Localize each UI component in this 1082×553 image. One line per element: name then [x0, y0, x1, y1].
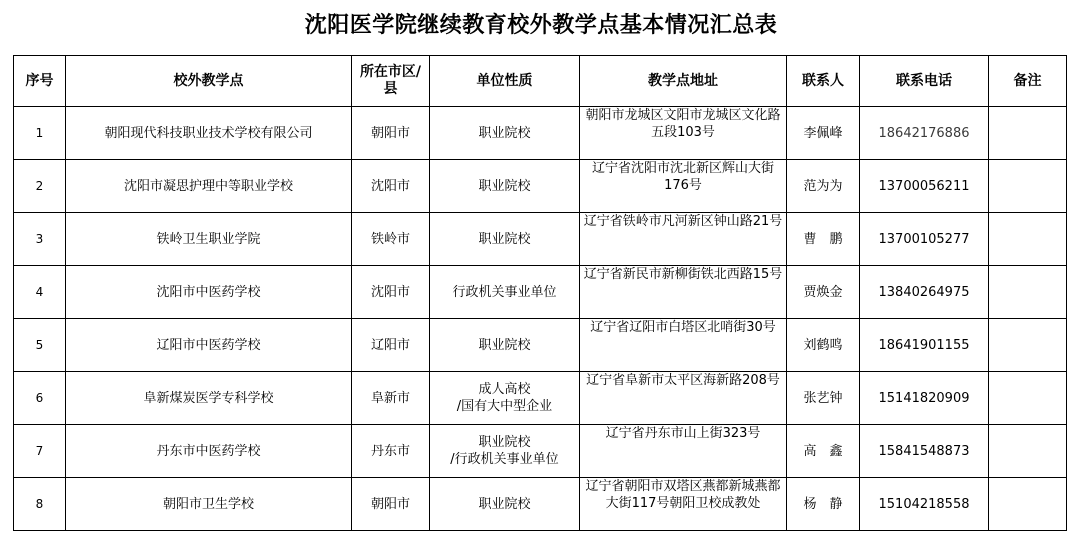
- row-phone: 15841548873: [860, 425, 989, 478]
- row-site: 丹东市中医药学校: [66, 425, 352, 478]
- row-phone: 18641901155: [860, 319, 989, 372]
- row-seq: 1: [14, 107, 66, 160]
- row-remark: [989, 107, 1067, 160]
- row-nature-line1: 职业院校: [478, 125, 531, 141]
- row-phone: 18642176886: [860, 107, 989, 160]
- row-city: 铁岭市: [352, 213, 430, 266]
- row-nature: [430, 213, 580, 266]
- row-phone: 13700056211: [860, 160, 989, 213]
- header-contact: 联系人: [787, 56, 860, 107]
- row-seq: 4: [14, 266, 66, 319]
- row-site: 辽阳市中医药学校: [66, 319, 352, 372]
- row-nature-line2: /行政机关事业单位: [450, 452, 559, 467]
- row-address: 辽宁省铁岭市凡河新区钟山路21号: [580, 213, 787, 266]
- header-city: 所在市区/县: [352, 56, 430, 107]
- row-site: 沈阳市凝思护理中等职业学校: [66, 160, 352, 213]
- row-address: 辽宁省新民市新柳街铁北西路15号: [580, 266, 787, 319]
- row-address: 辽宁省朝阳市双塔区燕都新城燕都大街117号朝阳卫校成教处: [580, 478, 787, 531]
- row-address: 辽宁省沈阳市沈北新区辉山大街176号: [580, 160, 787, 213]
- row-remark: [989, 372, 1067, 425]
- row-site: 铁岭卫生职业学院: [66, 213, 352, 266]
- row-city: 朝阳市: [352, 478, 430, 531]
- row-address: 辽宁省阜新市太平区海新路208号: [580, 372, 787, 425]
- table-row: [14, 160, 1067, 213]
- row-seq: 3: [14, 213, 66, 266]
- row-nature: [430, 425, 580, 478]
- row-nature: [430, 160, 580, 213]
- row-contact: 曹 鹏: [787, 213, 860, 266]
- row-site: 沈阳市中医药学校: [66, 266, 352, 319]
- row-address: 朝阳市龙城区文阳市龙城区文化路五段103号: [580, 107, 787, 160]
- row-nature: [430, 372, 580, 425]
- row-address: 辽宁省丹东市山上街323号: [580, 425, 787, 478]
- row-remark: [989, 478, 1067, 531]
- row-address: 辽宁省辽阳市白塔区北哨街30号: [580, 319, 787, 372]
- row-nature-line2: /国有大中型企业: [456, 399, 553, 414]
- header-site: 校外教学点: [66, 56, 352, 107]
- row-contact: 张艺钟: [787, 372, 860, 425]
- row-site: 朝阳市卫生学校: [66, 478, 352, 531]
- table-row: [14, 319, 1067, 372]
- header-nature: 单位性质: [430, 56, 580, 107]
- row-contact: 杨 静: [787, 478, 860, 531]
- row-remark: [989, 213, 1067, 266]
- row-phone: 13700105277: [860, 213, 989, 266]
- row-phone: 15104218558: [860, 478, 989, 531]
- row-city: 朝阳市: [352, 107, 430, 160]
- row-city: 沈阳市: [352, 266, 430, 319]
- row-seq: 8: [14, 478, 66, 531]
- row-nature: [430, 478, 580, 531]
- row-remark: [989, 425, 1067, 478]
- header-address: 教学点地址: [580, 56, 787, 107]
- row-nature-line1: 职业院校: [478, 231, 531, 247]
- row-contact: 刘鹤鸣: [787, 319, 860, 372]
- row-seq: 5: [14, 319, 66, 372]
- row-remark: [989, 266, 1067, 319]
- row-nature: [430, 319, 580, 372]
- row-city: 辽阳市: [352, 319, 430, 372]
- row-city: 丹东市: [352, 425, 430, 478]
- header-phone: 联系电话: [860, 56, 989, 107]
- row-seq: 7: [14, 425, 66, 478]
- row-nature: [430, 266, 580, 319]
- table-row: [14, 425, 1067, 478]
- row-nature-line1: 职业院校: [478, 435, 531, 450]
- row-contact: 高 鑫: [787, 425, 860, 478]
- row-nature-line1: 成人高校: [478, 382, 531, 397]
- row-site: 阜新煤炭医学专科学校: [66, 372, 352, 425]
- row-nature-line1: 行政机关事业单位: [452, 284, 557, 300]
- table-row: [14, 107, 1067, 160]
- row-contact: 贾焕金: [787, 266, 860, 319]
- table-row: [14, 478, 1067, 531]
- summary-table: [13, 55, 1067, 531]
- row-phone: 13840264975: [860, 266, 989, 319]
- header-seq: 序号: [14, 56, 66, 107]
- row-city: 阜新市: [352, 372, 430, 425]
- row-nature: [430, 107, 580, 160]
- row-city: 沈阳市: [352, 160, 430, 213]
- row-remark: [989, 319, 1067, 372]
- row-remark: [989, 160, 1067, 213]
- row-nature-line1: 职业院校: [478, 178, 531, 194]
- table-row: [14, 213, 1067, 266]
- row-seq: 2: [14, 160, 66, 213]
- row-nature-line1: 职业院校: [478, 496, 531, 512]
- page-title: 沈阳医学院继续教育校外教学点基本情况汇总表: [304, 12, 778, 38]
- table-row: [14, 372, 1067, 425]
- row-site: 朝阳现代科技职业技术学校有限公司: [66, 107, 352, 160]
- row-phone: 15141820909: [860, 372, 989, 425]
- table-row: [14, 266, 1067, 319]
- row-contact: 范为为: [787, 160, 860, 213]
- row-nature-line1: 职业院校: [478, 337, 531, 353]
- row-seq: 6: [14, 372, 66, 425]
- row-contact: 李佩峰: [787, 107, 860, 160]
- table-header-row: [14, 56, 1067, 107]
- header-remark: 备注: [989, 56, 1067, 107]
